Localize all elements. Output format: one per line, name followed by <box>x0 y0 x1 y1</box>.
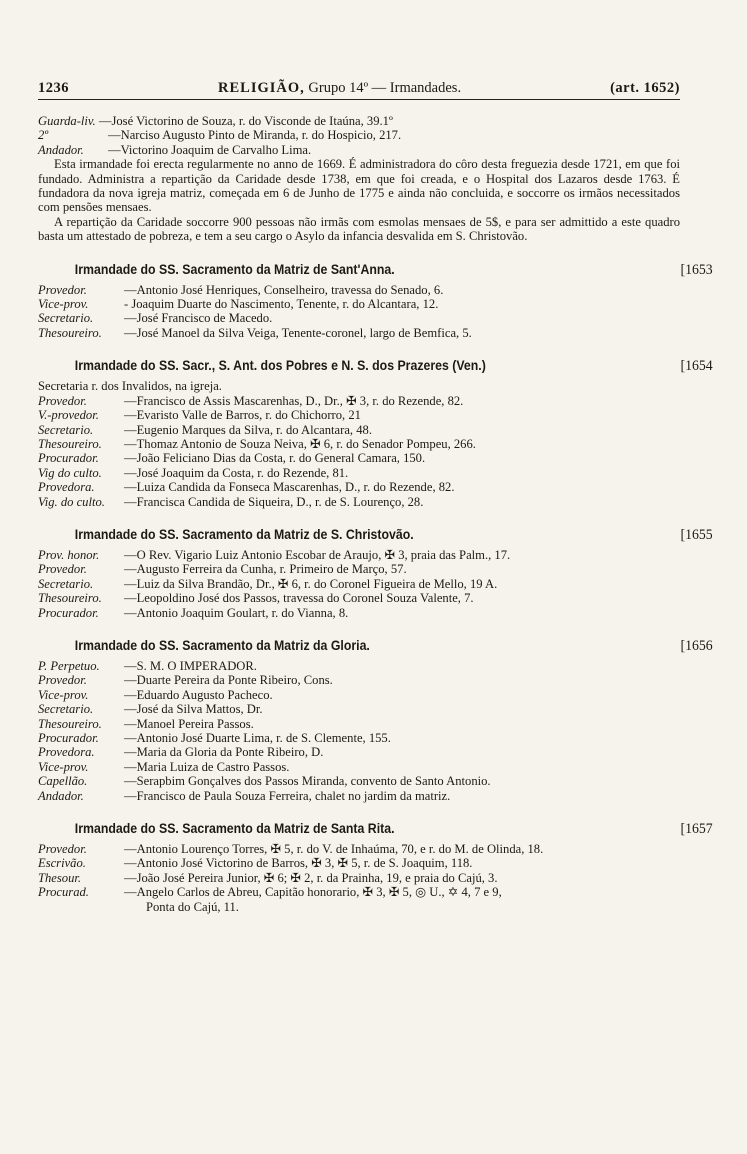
entry-label: Provedor. <box>38 673 87 688</box>
section-title: Irmandade do SS. Sacramento da Matriz da Gloria. <box>74 637 370 653</box>
entry-line <box>38 451 680 465</box>
entry-label: Prov. honor. <box>38 547 100 562</box>
entry-line <box>38 673 680 687</box>
entry-line <box>38 760 680 774</box>
entry-label: Escrivão. <box>38 856 86 871</box>
entry-line <box>38 789 680 803</box>
section-ref: [1653 <box>680 261 713 278</box>
section-heading <box>38 821 713 838</box>
entry-label: Thesoureiro. <box>38 716 102 731</box>
entry-label: P. Perpetuo. <box>38 658 100 673</box>
entry-line <box>38 408 680 422</box>
entry-text: —O Rev. Vigario Luiz Antonio Escobar de Araujo, ✠ 3, praia das Palm., 17. <box>124 547 511 562</box>
article-ref: (art. 1652) <box>610 80 680 96</box>
entry-label: Provedor. <box>38 562 87 577</box>
section-title: Irmandade do SS. Sacramento da Matriz de Sant'Anna. <box>74 261 395 277</box>
entry-text: - Joaquim Duarte do Nascimento, Tenente, r. do Alcantara, 12. <box>124 297 439 312</box>
entry-text: —João Feliciano Dias da Costa, r. do General Camara, 150. <box>124 451 426 466</box>
section-title: Irmandade do SS. Sacramento da Matriz de S. Christovão. <box>74 526 414 542</box>
section-ref: [1654 <box>680 358 713 375</box>
running-title: RELIGIÃO, Grupo 14º — Irmandades. <box>218 80 462 96</box>
entry-label: Provedora. <box>38 480 95 495</box>
entry-line <box>38 842 680 856</box>
entry-text: —Luiza Candida da Fonseca Mascarenhas, D., r. do Rezende, 82. <box>124 480 455 495</box>
entry-continuation: Ponta do Cajú, 11. <box>146 899 239 914</box>
entry-line <box>38 606 680 620</box>
entry-label: Secretario. <box>38 576 94 591</box>
entry-text: —Francisco de Assis Mascarenhas, D., Dr., ✠ 3, r. do Rezende, 82. <box>124 393 464 408</box>
entry-line <box>38 659 680 673</box>
entry-text: —Antonio Lourenço Torres, ✠ 5, r. do V. de Inhaúma, 70, e r. do M. de Olinda, 18. <box>124 842 544 857</box>
entry-label: Vice-prov. <box>38 759 89 774</box>
entry-label: Procurador. <box>38 605 99 620</box>
section-title: Irmandade do SS. Sacramento da Matriz de Santa Rita. <box>74 821 395 837</box>
entry-line <box>38 466 680 480</box>
entry-label: Vice-prov. <box>38 687 89 702</box>
entry-line <box>38 774 680 788</box>
entry-text: —S. M. O IMPERADOR. <box>124 658 257 673</box>
sections-list <box>38 261 713 914</box>
entry-label: Procurad. <box>38 885 89 900</box>
entry-line <box>38 423 680 437</box>
entry-text: —José Francisco de Macedo. <box>124 311 273 326</box>
document-page <box>38 80 713 914</box>
entry-text: —Leopoldino José dos Passos, travessa do Coronel Souza Valente, 7. <box>124 591 474 606</box>
section-heading <box>38 358 713 375</box>
entry-label: Provedora. <box>38 745 95 760</box>
entry-line <box>38 717 680 731</box>
entry-text: —Eduardo Augusto Pacheco. <box>124 687 273 702</box>
entry-line <box>38 297 680 311</box>
entry-label: Thesoureiro. <box>38 436 102 451</box>
entry-text: —Luiz da Silva Brandão, Dr., ✠ 6, r. do Coronel Figueira de Mello, 19 A. <box>124 576 498 591</box>
entry-label: Procurador. <box>38 451 99 466</box>
entry-text: —Francisco de Paula Souza Ferreira, chalet no jardim da matriz. <box>124 788 451 803</box>
entry-line <box>38 379 680 393</box>
section-heading <box>38 638 713 655</box>
entry-label: Thesour. <box>38 870 82 885</box>
intro-line: 2º —Narciso Augusto Pinto de Miranda, r. do Hospicio, 217. <box>38 128 402 143</box>
intro-line: Guarda-liv. —José Victorino de Souza, r. do Visconde de Itaúna, 39.1º <box>38 114 393 128</box>
entry-text: —Duarte Pereira da Ponte Ribeiro, Cons. <box>124 673 333 688</box>
entry-text: —Maria da Gloria da Ponte Ribeiro, D. <box>124 745 324 760</box>
section-ref: [1657 <box>680 821 713 838</box>
entry-line <box>38 871 680 885</box>
entry-line <box>38 394 680 408</box>
section-heading <box>38 527 713 544</box>
page-header <box>38 80 680 100</box>
entry-line <box>38 311 680 325</box>
entry-line <box>38 702 680 716</box>
entry-label: Vig do culto. <box>38 465 102 480</box>
entry-label: Provedor. <box>38 393 87 408</box>
entry-line <box>38 562 680 576</box>
entry-text: —Evaristo Valle de Barros, r. do Chichorro, 21 <box>124 408 361 423</box>
entry-line <box>38 326 680 340</box>
intro-block <box>38 114 680 244</box>
entry-text: —Eugenio Marques da Silva, r. do Alcantara, 48. <box>124 422 372 437</box>
entry-line <box>38 283 680 297</box>
charity-paragraph: A repartição da Caridade soccorre 900 pessoas não irmãs com esmolas mensaes de 5$, e para ser admittido a este quadro basta um attestado de pobreza, e tem a seu cargo o Asylo da infancia desvalida em S. Christovão. <box>38 214 680 244</box>
entry-line <box>38 548 680 562</box>
intro-line: Andador. —Victorino Joaquim de Carvalho Lima. <box>38 142 312 157</box>
entry-text: —José Manoel da Silva Veiga, Tenente-coronel, largo de Bemfica, 5. <box>124 325 472 340</box>
entry-text: —Angelo Carlos de Abreu, Capitão honorario, ✠ 3, ✠ 5, ◎ U., ✡ 4, 7 e 9, <box>124 885 502 900</box>
entry-line <box>38 591 680 605</box>
entry-line <box>38 731 680 745</box>
entry-line <box>38 495 680 509</box>
entry-label: Provedor. <box>38 282 87 297</box>
entry-line <box>38 688 680 702</box>
entry-text: —Augusto Ferreira da Cunha, r. Primeiro de Março, 57. <box>124 562 407 577</box>
entry-label: Secretario. <box>38 311 94 326</box>
entry-label: Andador. <box>38 788 84 803</box>
history-paragraph: Esta irmandade foi erecta regularmente no anno de 1669. É administradora do côro desta freguezia desde 1721, em que foi fundado. Administra a repartição da Caridade desde 1738, em que foi creada, e o Hospital dos Lazaros desde 1763. É fundadora da nova igreja matriz, começada em 6 de Junho de 1775 e ainda não concluida, e soccorre os irmãos necessitados com pensões mensaes. <box>38 157 680 215</box>
entry-text: —Thomaz Antonio de Souza Neiva, ✠ 6, r. do Senador Pompeu, 266. <box>124 436 476 451</box>
entry-label: Thesoureiro. <box>38 591 102 606</box>
page-number: 1236 <box>38 80 69 96</box>
section-title: Irmandade do SS. Sacr., S. Ant. dos Pobres e N. S. dos Prazeres (Ven.) <box>74 358 486 374</box>
section-ref: [1656 <box>680 637 713 654</box>
entry-line <box>38 885 680 899</box>
entry-line <box>38 480 680 494</box>
entry-text: —Antonio José Henriques, Conselheiro, travessa do Senado, 6. <box>124 282 444 297</box>
entry-label: V.-provedor. <box>38 408 99 423</box>
entry-label: Secretario. <box>38 702 94 717</box>
entry-text: —Maria Luiza de Castro Passos. <box>124 759 290 774</box>
entry-text: —Francisca Candida de Siqueira, D., r. de S. Lourenço, 28. <box>124 494 424 509</box>
entry-label: Vice-prov. <box>38 297 89 312</box>
entry-text: —José da Silva Mattos, Dr. <box>124 702 263 717</box>
entry-text: —Antonio José Victorino de Barros, ✠ 3, ✠ 5, r. de S. Joaquim, 118. <box>124 856 473 871</box>
entry-label: Secretario. <box>38 422 94 437</box>
entry-label: Procurador. <box>38 731 99 745</box>
entry-label: Vig. do culto. <box>38 494 105 509</box>
entry-text: —João José Pereira Junior, ✠ 6; ✠ 2, r. da Prainha, 19, e praia do Cajú, 3. <box>124 870 498 885</box>
entry-line <box>38 437 680 451</box>
entry-text: —Antonio José Duarte Lima, r. de S. Clemente, 155. <box>124 731 391 745</box>
section-ref: [1655 <box>680 526 713 543</box>
entry-label: Thesoureiro. <box>38 325 102 340</box>
entry-label: Provedor. <box>38 842 87 857</box>
entry-text: Secretaria r. dos Invalidos, na igreja. <box>38 379 222 394</box>
entry-text: —Antonio Joaquim Goulart, r. do Vianna, 8. <box>124 605 349 620</box>
entry-line <box>38 577 680 591</box>
entry-text: —José Joaquim da Costa, r. do Rezende, 81. <box>124 465 349 480</box>
entry-line <box>38 856 680 870</box>
entry-line <box>38 745 680 759</box>
entry-text: —Serapbim Gonçalves dos Passos Miranda, convento de Santo Antonio. <box>124 774 491 789</box>
entry-label: Capellão. <box>38 774 88 789</box>
entry-text: —Manoel Pereira Passos. <box>124 716 254 731</box>
section-heading <box>38 262 713 279</box>
